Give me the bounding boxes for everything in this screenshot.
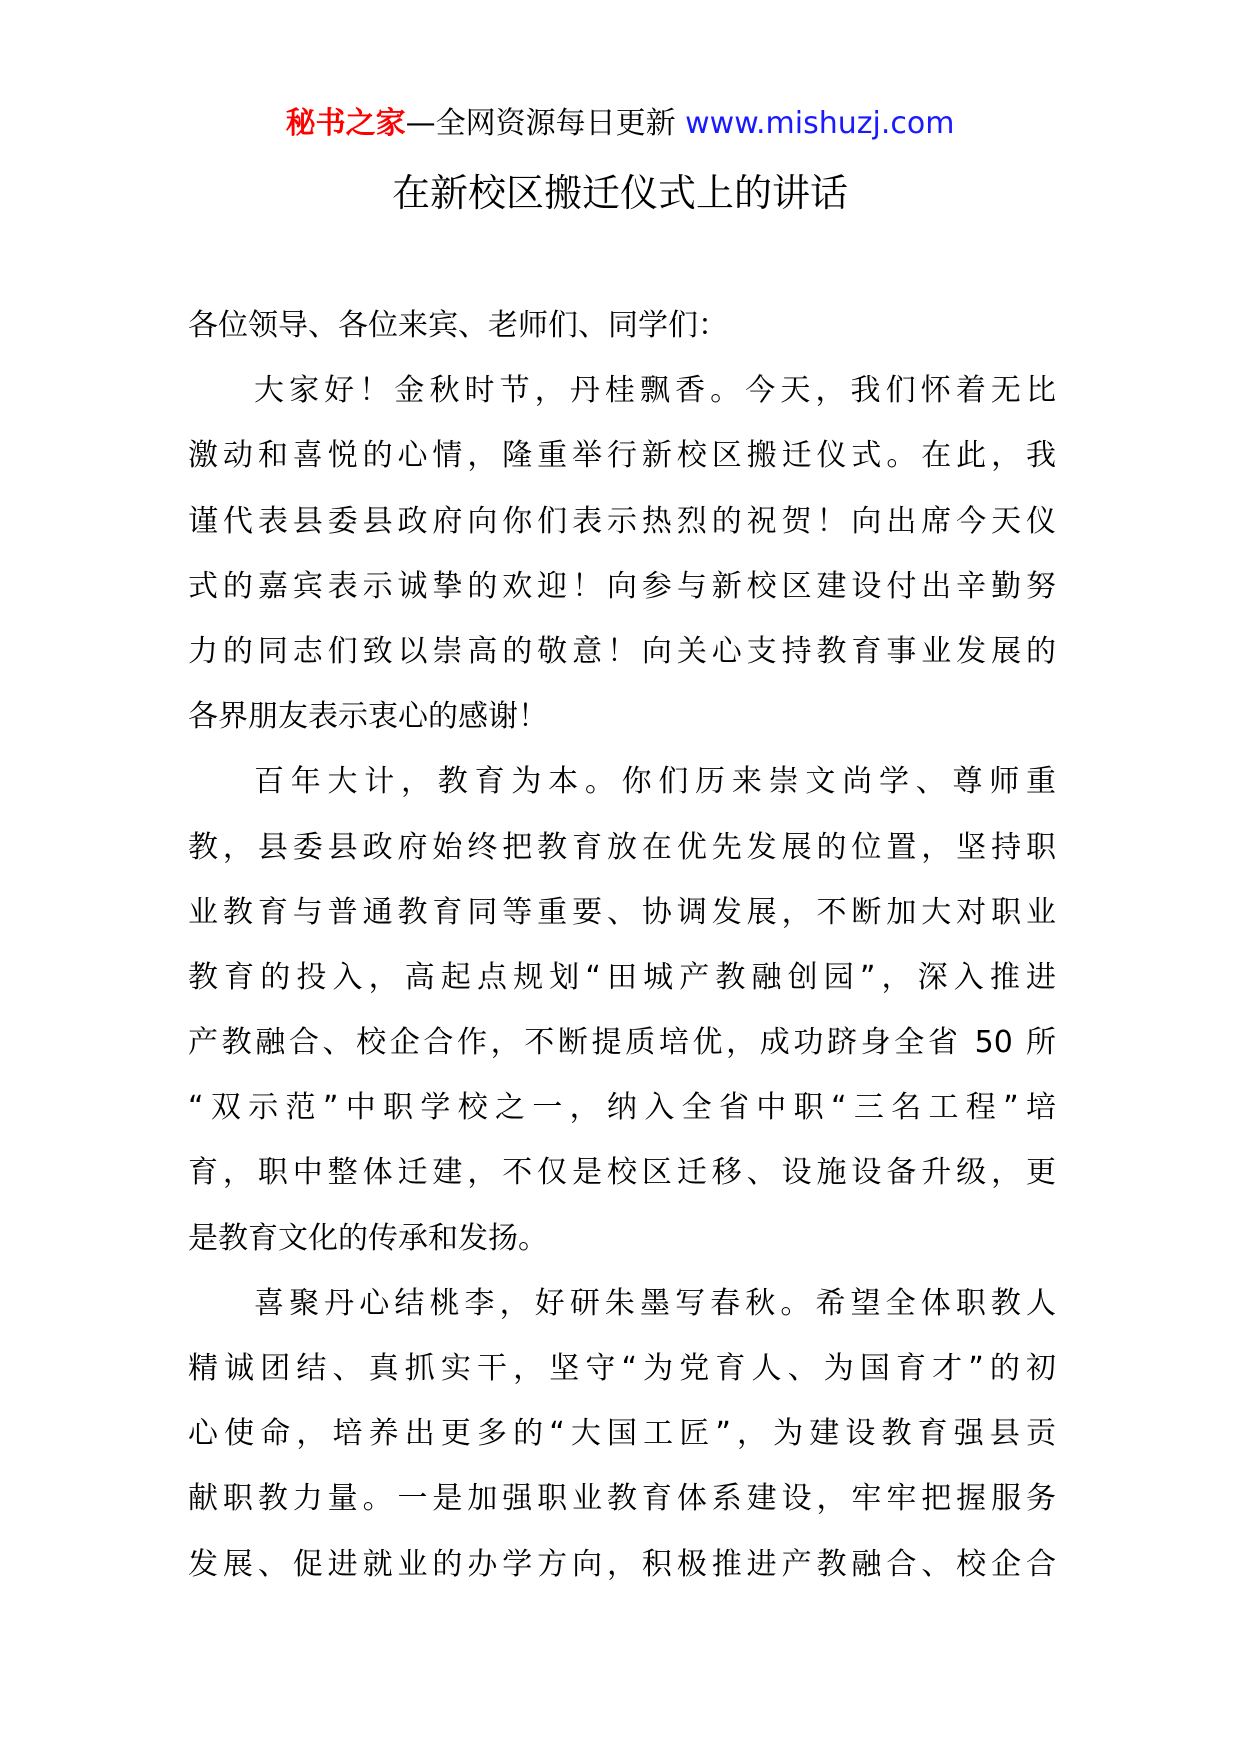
site-url-link[interactable]: www.mishuzj.com — [685, 106, 955, 141]
text-line: 育，职中整体迁建，不仅是校区迁移、设施设备升级，更 — [188, 1155, 1056, 1191]
document-title: 在新校区搬迁仪式上的讲话 — [391, 171, 848, 215]
text-line: “双示范”中职学校之一，纳入全省中职“三名工程”培 — [188, 1090, 1056, 1126]
text-line: 产教融合、校企合作，不断提质培优，成功跻身全省 50 所 — [188, 1025, 1056, 1061]
text-line: 教，县委县政府始终把教育放在优先发展的位置，坚持职 — [188, 829, 1056, 865]
site-brand: 秘书之家 — [285, 106, 406, 141]
text-line: 献职教力量。一是加强职业教育体系建设，牢牢把握服务 — [188, 1481, 1056, 1517]
text-line: 发展、促进就业的办学方向，积极推进产教融合、校企合 — [188, 1546, 1056, 1582]
text-line: 大家好！金秋时节，丹桂飘香。今天，我们怀着无比 — [254, 373, 1056, 409]
text-line: 心使命，培养出更多的“大国工匠”，为建设教育强县贡 — [188, 1416, 1056, 1452]
text-line: 喜聚丹心结桃李，好研朱墨写春秋。希望全体职教人 — [254, 1285, 1056, 1321]
text-line: 激动和喜悦的心情，隆重举行新校区搬迁仪式。在此，我 — [188, 438, 1056, 474]
text-line: 教育的投入，高起点规划“田城产教融创园”，深入推进 — [188, 959, 1056, 995]
text-line: 业教育与普通教育同等重要、协调发展，不断加大对职业 — [188, 894, 1056, 930]
text-line: 力的同志们致以崇高的敬意！向关心支持教育事业发展的 — [188, 633, 1056, 669]
salutation-line: 各位领导、各位来宾、老师们、同学们： — [188, 308, 728, 343]
text-line: 谨代表县委县政府向你们表示热烈的祝贺！向出席今天仪 — [188, 503, 1056, 539]
text-line: 式的嘉宾表示诚挚的欢迎！向参与新校区建设付出辛勤努 — [188, 568, 1056, 604]
site-tagline: —全网资源每日更新 — [405, 106, 686, 141]
site-header — [0, 100, 1240, 148]
text-line: 是教育文化的传承和发扬。 — [188, 1220, 548, 1256]
document-body — [188, 293, 1056, 1597]
text-line: 精诚团结、真抓实干，坚守“为党育人、为国育才”的初 — [188, 1351, 1056, 1386]
text-line: 各界朋友表示衷心的感谢！ — [188, 699, 548, 735]
text-line: 百年大计，教育为本。你们历来崇文尚学、尊师重 — [254, 764, 1056, 800]
